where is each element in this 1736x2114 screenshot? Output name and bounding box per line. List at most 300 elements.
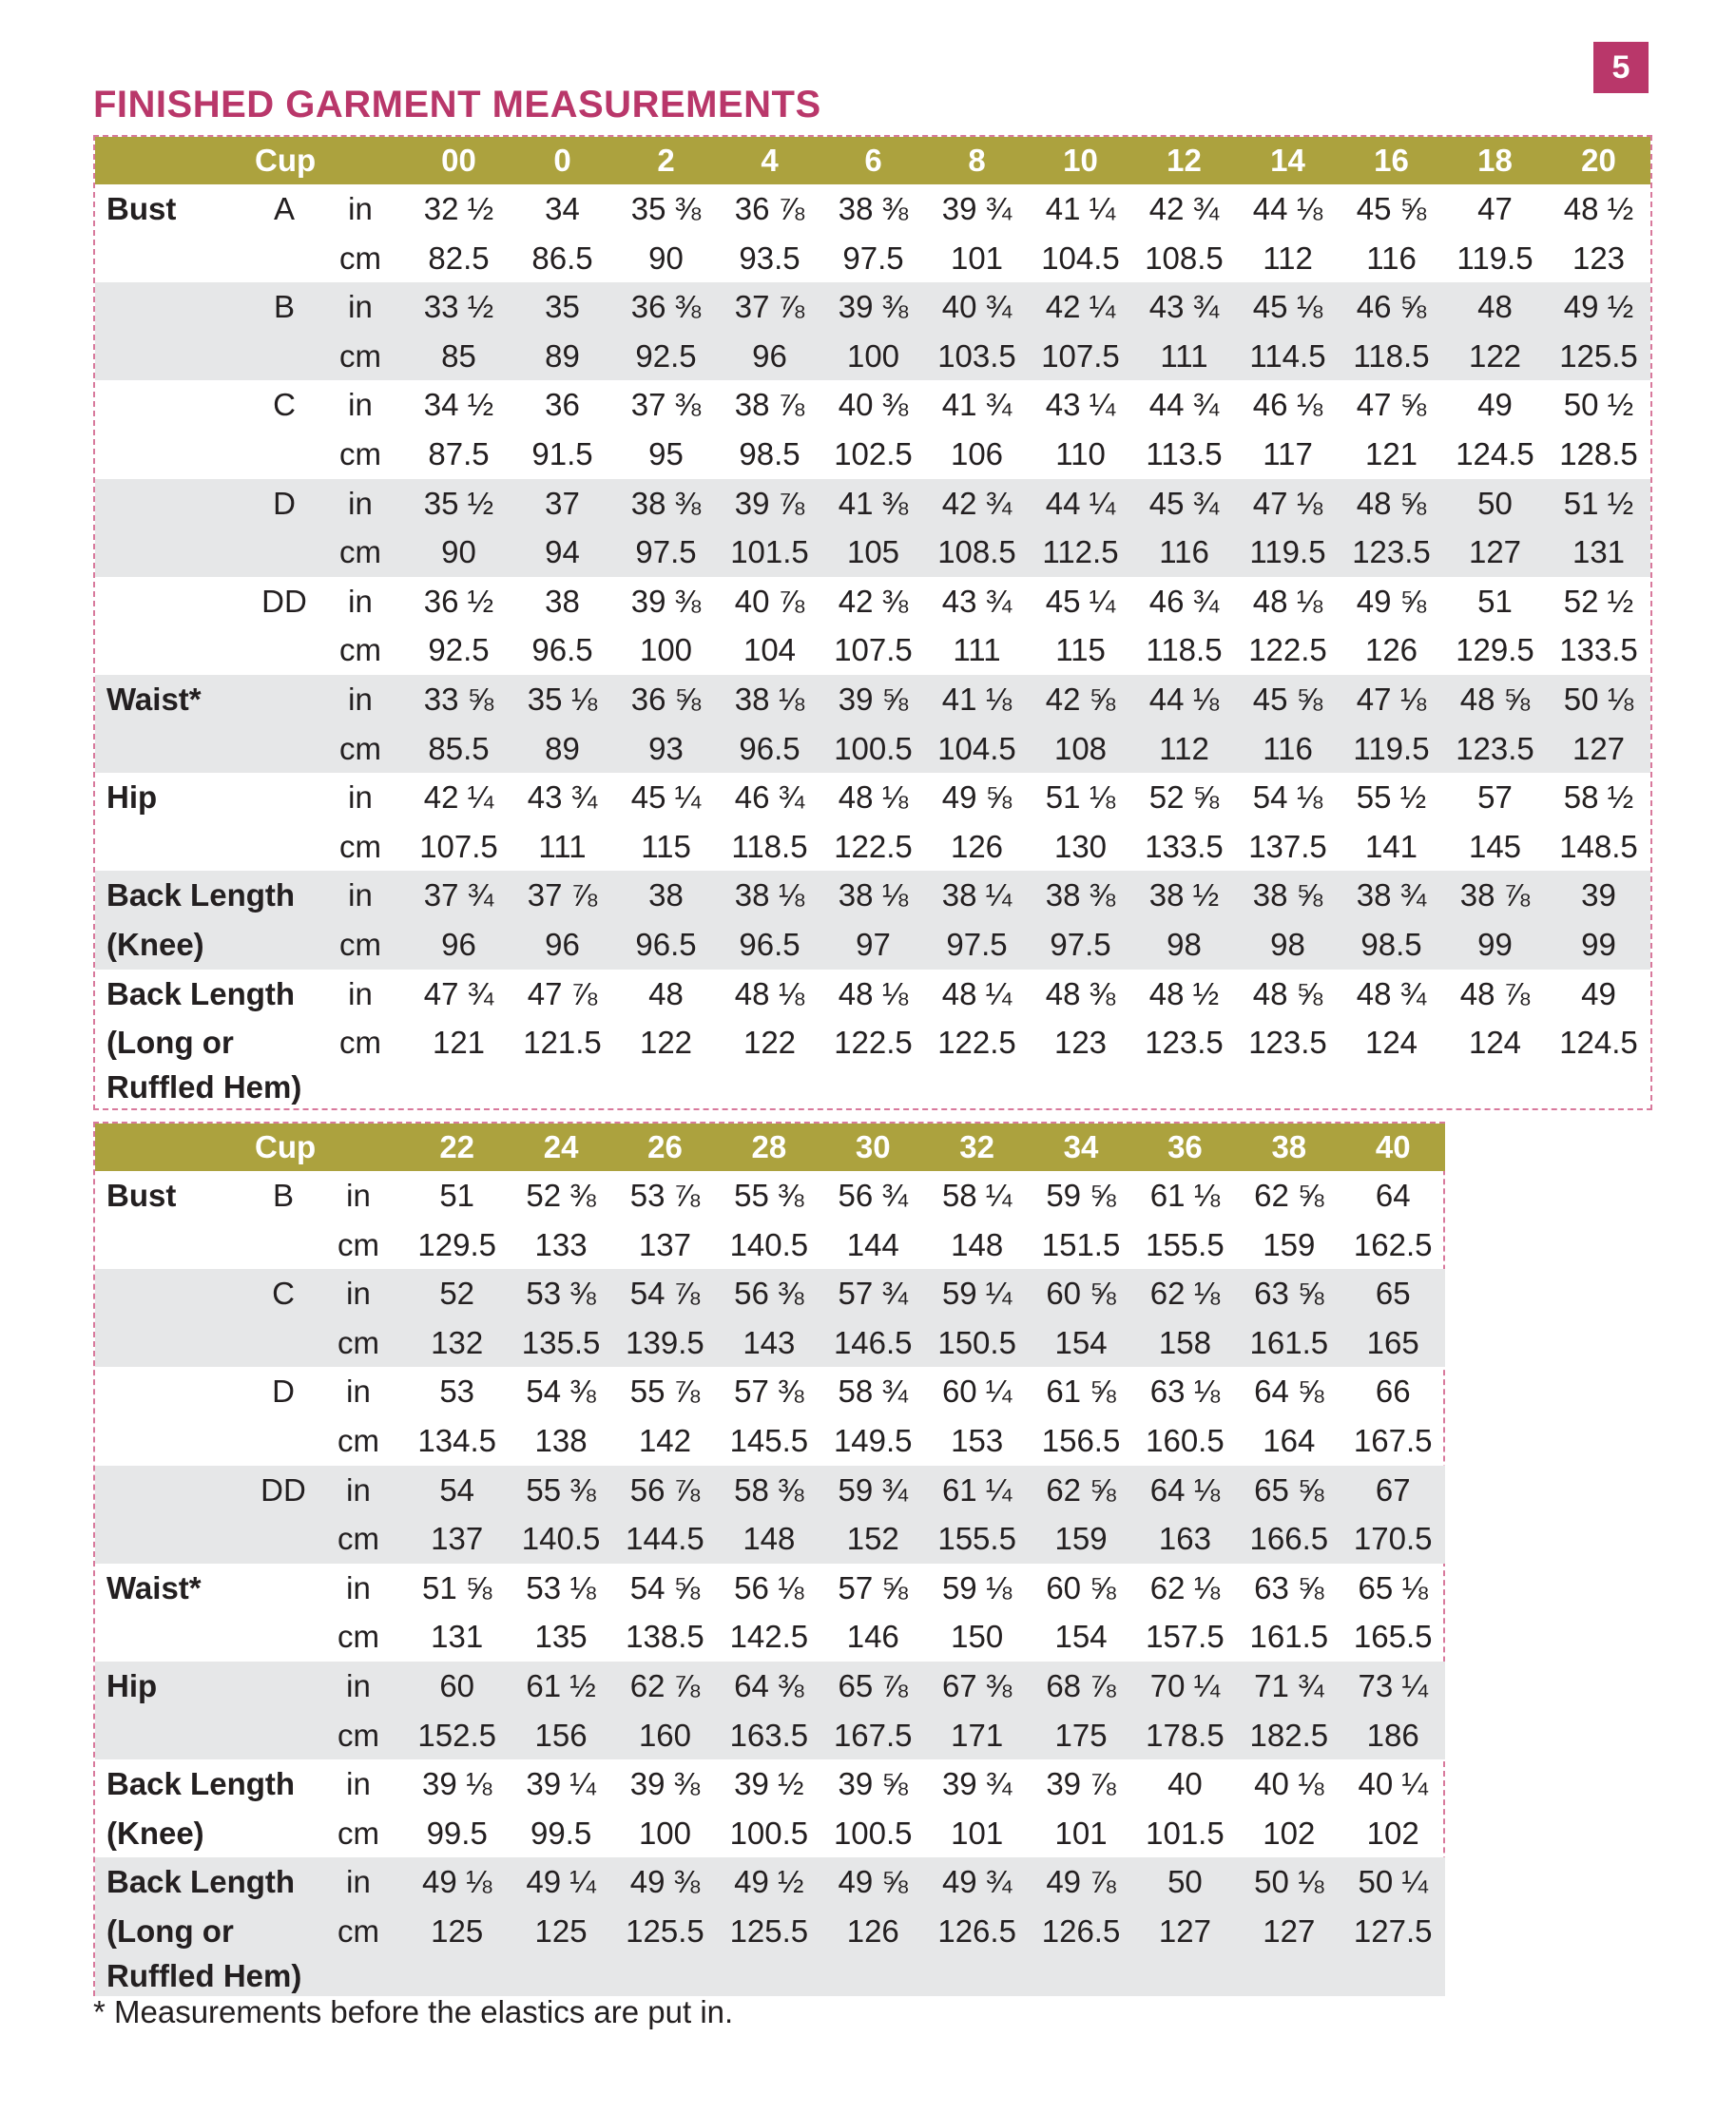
measurement-value: 48 ⅜ xyxy=(1045,975,1116,1011)
cup-size: C xyxy=(272,1276,295,1312)
measurement-value: 137 xyxy=(638,1226,691,1262)
measurement-value: 90 xyxy=(648,240,684,276)
size-header: 16 xyxy=(1374,143,1409,178)
unit-label: cm xyxy=(338,1521,379,1557)
measurement-value: 166.5 xyxy=(1249,1521,1329,1557)
table-row xyxy=(95,1416,1445,1466)
measurement-value: 49 ⅝ xyxy=(838,1864,908,1900)
measurement-value: 46 ⅛ xyxy=(1252,387,1323,423)
measurement-value: 165.5 xyxy=(1353,1619,1433,1655)
measurement-value: 39 ⅞ xyxy=(734,485,805,521)
measurement-value: 40 ¾ xyxy=(941,289,1013,325)
table-row xyxy=(95,724,1650,774)
measurement-value: 153 xyxy=(951,1422,1004,1458)
unit-label: in xyxy=(348,681,373,717)
measurement-value: 159 xyxy=(1054,1521,1108,1557)
measurement-value: 50 ½ xyxy=(1563,387,1634,423)
measurement-value: 56 ⅞ xyxy=(629,1471,701,1508)
measurement-label xyxy=(95,282,255,332)
measurement-value: 170.5 xyxy=(1353,1521,1433,1557)
measurement-value: 122 xyxy=(1468,337,1522,374)
measurement-value: 39 ¾ xyxy=(941,1766,1013,1802)
size-header: 26 xyxy=(647,1129,683,1164)
measurement-value: 61 ½ xyxy=(526,1667,596,1703)
measurement-value xyxy=(613,1956,717,1996)
measurement-value xyxy=(717,1956,820,1996)
measurement-value: 101.5 xyxy=(1146,1815,1225,1851)
measurement-value: 96.5 xyxy=(739,926,800,962)
measurement-value: 104.5 xyxy=(937,730,1016,766)
measurement-value: 49 ⅝ xyxy=(1356,583,1427,619)
measurement-value: 100 xyxy=(639,632,693,668)
measurement-value: 54 ⅞ xyxy=(629,1276,701,1312)
measurement-value: 119.5 xyxy=(1456,240,1533,276)
cup-size xyxy=(255,1018,314,1067)
measurement-value: 59 ¼ xyxy=(941,1276,1013,1312)
measurement-value: 127.5 xyxy=(1353,1912,1433,1949)
measurement-value: 152 xyxy=(846,1521,899,1557)
measurement-value: 102 xyxy=(1366,1815,1419,1851)
measurement-label xyxy=(95,1466,255,1515)
table-row xyxy=(95,430,1650,479)
measurement-value: 107.5 xyxy=(1041,337,1120,374)
measurement-value: 62 ⅞ xyxy=(629,1667,701,1703)
measurement-value: 35 ½ xyxy=(423,485,494,521)
measurement-value: 110 xyxy=(1055,435,1106,471)
measurement-value: 125.5 xyxy=(626,1912,704,1949)
measurement-value: 37 xyxy=(545,485,580,521)
table-row xyxy=(95,1171,1445,1220)
measurement-label xyxy=(95,1220,255,1270)
table-row xyxy=(95,380,1650,430)
measurement-label xyxy=(95,1514,255,1564)
measurement-value xyxy=(407,1067,511,1107)
measurement-label: Back Length xyxy=(106,1766,296,1802)
measurement-value: 118.5 xyxy=(1353,337,1430,374)
measurement-value: 32 ½ xyxy=(423,191,494,226)
measurement-value: 67 ⅜ xyxy=(941,1667,1013,1703)
measurement-value: 89 xyxy=(545,730,580,766)
measurement-value: 37 ⅜ xyxy=(630,387,702,423)
measurement-value: 124.5 xyxy=(1559,1025,1638,1061)
measurement-value xyxy=(1132,1067,1236,1107)
measurement-value: 58 ½ xyxy=(1563,779,1634,816)
table-row xyxy=(95,184,1650,234)
measurement-value: 127 xyxy=(1468,534,1522,570)
measurement-value: 48 xyxy=(648,975,684,1011)
measurement-value: 57 ⅜ xyxy=(734,1374,804,1410)
table-row xyxy=(95,1907,1445,1956)
measurement-value: 64 xyxy=(1375,1178,1411,1213)
measurement-value: 129.5 xyxy=(417,1226,496,1262)
cup-header: Cup xyxy=(255,143,317,178)
measurement-value: 55 ⅜ xyxy=(526,1471,596,1508)
size-header: 38 xyxy=(1271,1129,1307,1164)
size-header: 0 xyxy=(553,143,571,178)
measurement-value: 39 ⅜ xyxy=(630,583,702,619)
measurement-value: 99 xyxy=(1581,926,1616,962)
table-header-row xyxy=(95,1124,1445,1171)
measurement-value: 95 xyxy=(648,435,684,471)
unit-label: cm xyxy=(339,926,381,962)
measurement-value: 40 ¼ xyxy=(1358,1766,1428,1802)
measurement-value: 60 ¼ xyxy=(941,1374,1013,1410)
measurement-value: 48 ⅝ xyxy=(1252,975,1323,1011)
measurement-value: 141 xyxy=(1364,828,1418,864)
measurement-value: 160.5 xyxy=(1146,1422,1225,1458)
measurement-value: 48 ⅛ xyxy=(838,975,909,1011)
measurement-value: 96 xyxy=(752,337,787,374)
measurement-value: 36 xyxy=(545,387,580,423)
measurement-value: 38 ⅝ xyxy=(1252,877,1323,913)
measurement-value: 39 ⅜ xyxy=(838,289,909,325)
measurement-value: 61 ¼ xyxy=(941,1471,1013,1508)
measurement-value: 90 xyxy=(441,534,476,570)
measurement-value: 125 xyxy=(534,1912,588,1949)
table-header-row xyxy=(95,137,1650,184)
size-header: 4 xyxy=(761,143,779,178)
measurement-value: 47 ¾ xyxy=(423,975,494,1011)
cup-size xyxy=(255,920,314,970)
measurement-value: 96 xyxy=(441,926,476,962)
measurement-value: 105 xyxy=(846,534,900,570)
cup-size xyxy=(255,1514,312,1564)
measurement-value: 50 ⅛ xyxy=(1563,681,1634,717)
measurement-value: 64 ⅛ xyxy=(1149,1471,1221,1508)
unit-label: cm xyxy=(339,435,381,471)
measurement-value: 58 ¼ xyxy=(941,1178,1013,1213)
measurement-value: 167.5 xyxy=(1353,1422,1433,1458)
measurement-value: 145 xyxy=(1468,828,1522,864)
measurement-value: 119.5 xyxy=(1353,730,1430,766)
measurement-value: 35 xyxy=(545,289,580,325)
measurement-value: 65 ⅛ xyxy=(1358,1569,1428,1605)
measurement-value: 92.5 xyxy=(635,337,697,374)
measurement-value: 46 ¾ xyxy=(1148,583,1220,619)
measurements-table-sizes-22-40 xyxy=(93,1122,1445,1996)
measurement-value xyxy=(1029,1067,1132,1107)
measurement-value: 39 ¾ xyxy=(941,191,1013,226)
measurement-value: 38 ⅜ xyxy=(838,191,909,226)
measurement-value: 47 ⅞ xyxy=(527,975,598,1011)
measurement-label xyxy=(95,1612,255,1662)
measurement-value: 126.5 xyxy=(1041,1912,1121,1949)
measurement-value: 47 ⅝ xyxy=(1356,387,1427,423)
measurement-value: 48 ¾ xyxy=(1356,975,1427,1011)
measurement-value: 127 xyxy=(1158,1912,1211,1949)
unit-label: cm xyxy=(339,632,381,668)
measurement-value: 41 ¾ xyxy=(941,387,1013,423)
measurement-value xyxy=(1029,1956,1132,1996)
measurement-value: 149.5 xyxy=(833,1422,913,1458)
unit-label: cm xyxy=(338,1717,379,1753)
unit-label: in xyxy=(346,1471,371,1508)
table-row xyxy=(95,282,1650,332)
measurement-value: 97.5 xyxy=(842,240,904,276)
cup-size: DD xyxy=(261,583,307,619)
measurement-value: 111 xyxy=(953,632,1001,668)
measurement-value: 46 ¾ xyxy=(734,779,805,816)
measurement-value: 55 ⅞ xyxy=(629,1374,701,1410)
measurement-value: 98 xyxy=(1167,926,1202,962)
measurement-value: 123 xyxy=(1572,240,1626,276)
measurement-label xyxy=(95,724,255,774)
measurement-value: 131 xyxy=(1572,534,1626,570)
measurement-value: 167.5 xyxy=(833,1717,913,1753)
unit-label: in xyxy=(348,289,373,325)
measurement-value: 47 ⅛ xyxy=(1252,485,1323,521)
measurement-value: 52 ⅜ xyxy=(526,1178,596,1213)
measurement-value: 54 xyxy=(439,1471,475,1508)
measurement-label xyxy=(95,1318,255,1368)
unit-label: in xyxy=(348,191,373,226)
measurement-value: 48 ½ xyxy=(1148,975,1220,1011)
measurement-value xyxy=(925,1067,1029,1107)
measurement-value: 60 ⅝ xyxy=(1046,1569,1116,1605)
measurement-value: 48 ⅝ xyxy=(1459,681,1531,717)
measurement-value: 43 ¾ xyxy=(527,779,598,816)
measurement-value: 122 xyxy=(639,1025,693,1061)
table-row xyxy=(95,1857,1445,1907)
measurement-value: 155.5 xyxy=(1146,1226,1225,1262)
cup-size xyxy=(255,528,314,577)
measurement-label xyxy=(95,1711,255,1760)
measurement-value: 35 ⅜ xyxy=(630,191,702,226)
measurement-value: 38 ⅛ xyxy=(734,681,805,717)
measurement-value: 165 xyxy=(1366,1324,1419,1360)
measurement-label: (Knee) xyxy=(106,926,204,962)
measurement-value: 44 ⅛ xyxy=(1148,681,1220,717)
measurement-value: 41 ⅛ xyxy=(941,681,1013,717)
cup-size xyxy=(255,1612,312,1662)
unit-label: cm xyxy=(338,1422,379,1458)
measurement-value: 49 ½ xyxy=(734,1864,804,1900)
measurement-value: 51 xyxy=(439,1178,475,1213)
measurement-value: 48 ⅞ xyxy=(1459,975,1531,1011)
measurement-value: 45 ⅝ xyxy=(1252,681,1323,717)
measurement-value: 73 ¼ xyxy=(1358,1667,1428,1703)
measurement-value: 100 xyxy=(846,337,900,374)
measurement-value: 112 xyxy=(1159,730,1209,766)
measurement-value: 111 xyxy=(1160,337,1208,374)
size-header: 12 xyxy=(1167,143,1202,178)
table-row xyxy=(95,1067,1650,1107)
measurement-value: 70 ¼ xyxy=(1149,1667,1221,1703)
measurement-value: 37 ⅞ xyxy=(734,289,805,325)
measurement-value: 104.5 xyxy=(1041,240,1120,276)
measurement-value: 122.5 xyxy=(1248,632,1327,668)
measurement-value: 35 ⅛ xyxy=(527,681,598,717)
measurement-value: 101.5 xyxy=(730,534,809,570)
measurement-value: 85.5 xyxy=(428,730,490,766)
measurement-value: 112.5 xyxy=(1042,534,1119,570)
unit-label xyxy=(312,1956,405,1996)
unit-label: cm xyxy=(338,1226,379,1262)
table-row xyxy=(95,234,1650,283)
cup-size xyxy=(255,430,314,479)
measurement-value: 67 xyxy=(1375,1471,1411,1508)
measurement-value: 106 xyxy=(950,435,1004,471)
measurement-value: 112 xyxy=(1263,240,1313,276)
measurement-value: 100.5 xyxy=(833,1815,913,1851)
measurement-value: 157.5 xyxy=(1146,1619,1225,1655)
measurement-value: 62 ⅝ xyxy=(1254,1178,1324,1213)
measurement-value: 48 ⅛ xyxy=(1252,583,1323,619)
cup-size xyxy=(255,1907,312,1956)
measurement-value xyxy=(821,1956,925,1996)
measurement-value: 103.5 xyxy=(937,337,1016,374)
measurement-value: 93.5 xyxy=(739,240,800,276)
measurement-value: 121 xyxy=(1364,435,1418,471)
measurement-value xyxy=(1547,1067,1650,1107)
cup-size xyxy=(255,1318,312,1368)
measurement-value xyxy=(1236,1067,1340,1107)
measurement-value: 123.5 xyxy=(1248,1025,1327,1061)
unit-label: in xyxy=(348,485,373,521)
measurement-value: 126 xyxy=(846,1912,899,1949)
measurement-value: 125.5 xyxy=(1559,337,1638,374)
measurement-label: Waist* xyxy=(106,1569,202,1605)
measurement-value: 128.5 xyxy=(1559,435,1638,471)
measurement-value: 53 ⅞ xyxy=(629,1178,701,1213)
measurement-value: 93 xyxy=(648,730,684,766)
measurement-label: Back Length xyxy=(106,1864,296,1900)
measurement-label xyxy=(95,380,255,430)
measurement-value: 98.5 xyxy=(1360,926,1422,962)
table-row xyxy=(95,528,1650,577)
cup-size: D xyxy=(273,485,296,521)
measurement-value: 50 xyxy=(1167,1864,1203,1900)
measurement-label: (Long or xyxy=(106,1025,234,1061)
table-row xyxy=(95,1514,1445,1564)
measurement-value: 48 ¼ xyxy=(941,975,1013,1011)
measurement-value: 143 xyxy=(743,1324,796,1360)
measurement-value: 89 xyxy=(545,337,580,374)
measurement-value: 175 xyxy=(1054,1717,1108,1753)
measurement-value: 131 xyxy=(431,1619,484,1655)
cup-size: D xyxy=(272,1374,295,1410)
measurement-value: 37 ⅞ xyxy=(527,877,598,913)
measurement-value xyxy=(1133,1956,1237,1996)
measurement-value: 159 xyxy=(1263,1226,1316,1262)
measurement-value: 156 xyxy=(534,1717,588,1753)
unit-label: cm xyxy=(339,240,381,276)
measurement-value: 59 ⅛ xyxy=(941,1569,1013,1605)
measurement-value: 100.5 xyxy=(729,1815,809,1851)
measurement-value: 49 xyxy=(1477,387,1513,423)
measurement-value: 42 ¼ xyxy=(1045,289,1116,325)
unit-label: cm xyxy=(338,1815,379,1851)
measurement-value: 98 xyxy=(1270,926,1305,962)
measurement-value: 99 xyxy=(1477,926,1513,962)
page-title: FINISHED GARMENT MEASUREMENTS xyxy=(93,84,821,125)
measurement-value: 124 xyxy=(1364,1025,1418,1061)
unit-label: cm xyxy=(339,730,381,766)
cup-size xyxy=(255,724,314,774)
unit-label: in xyxy=(348,975,373,1011)
measurement-value: 39 ⅝ xyxy=(838,681,909,717)
unit-label: cm xyxy=(338,1619,379,1655)
measurement-value: 66 xyxy=(1375,1374,1411,1410)
measurement-value: 162.5 xyxy=(1353,1226,1433,1262)
table-row xyxy=(95,920,1650,970)
unit-label: in xyxy=(348,779,373,816)
measurement-value: 43 ¾ xyxy=(1148,289,1220,325)
measurement-value: 40 ⅜ xyxy=(838,387,909,423)
measurement-label xyxy=(95,1367,255,1416)
measurement-value: 96 xyxy=(545,926,580,962)
measurement-value: 122.5 xyxy=(834,1025,913,1061)
measurement-label: Hip xyxy=(106,1667,158,1703)
measurement-value: 54 ⅛ xyxy=(1252,779,1323,816)
measurement-value: 135.5 xyxy=(521,1324,601,1360)
measurement-value: 122 xyxy=(743,1025,797,1061)
size-header: 22 xyxy=(439,1129,475,1164)
measurement-value: 45 ¼ xyxy=(1045,583,1116,619)
measurement-value: 130 xyxy=(1053,828,1108,864)
table-row xyxy=(95,479,1650,528)
measurement-value: 144.5 xyxy=(626,1521,704,1557)
unit-label: in xyxy=(346,1864,371,1900)
measurement-value: 36 ⅝ xyxy=(630,681,702,717)
measurement-value: 52 ⅝ xyxy=(1148,779,1220,816)
measurement-value: 148.5 xyxy=(1559,828,1638,864)
measurement-value: 49 ¾ xyxy=(941,1864,1013,1900)
unit-label: cm xyxy=(339,828,381,864)
measurement-value: 140.5 xyxy=(729,1226,809,1262)
measurement-value: 36 ½ xyxy=(423,583,494,619)
measurement-value: 38 xyxy=(648,877,684,913)
unit-label: cm xyxy=(339,534,381,570)
measurement-value: 101 xyxy=(1054,1815,1108,1851)
measurement-label: Hip xyxy=(106,779,158,816)
measurement-value: 64 ⅝ xyxy=(1254,1374,1324,1410)
measurement-value: 42 ⅜ xyxy=(838,583,909,619)
measurement-value: 49 ⅞ xyxy=(1046,1864,1116,1900)
size-header: 34 xyxy=(1063,1129,1099,1164)
measurement-value: 124.5 xyxy=(1456,435,1534,471)
size-header: 8 xyxy=(968,143,986,178)
measurement-value: 39 ⅜ xyxy=(629,1766,701,1802)
measurement-value: 101 xyxy=(951,1815,1004,1851)
size-header: 6 xyxy=(864,143,882,178)
measurement-value: 163.5 xyxy=(729,1717,809,1753)
measurement-label: Back Length xyxy=(106,975,296,1011)
unit-label: cm xyxy=(339,337,381,374)
measurement-value: 39 ¼ xyxy=(526,1766,596,1802)
measurement-value xyxy=(925,1956,1029,1996)
measurement-value: 133.5 xyxy=(1559,632,1638,668)
cup-size xyxy=(255,234,314,283)
measurement-value: 126 xyxy=(950,828,1004,864)
size-header: 14 xyxy=(1270,143,1305,178)
table-row xyxy=(95,625,1650,675)
measurement-value: 48 ½ xyxy=(1563,191,1634,226)
measurement-value: 39 ⅝ xyxy=(838,1766,908,1802)
measurement-label: (Knee) xyxy=(106,1815,204,1851)
measurement-label: Ruffled Hem) xyxy=(106,1068,302,1105)
measurement-value: 51 ½ xyxy=(1563,485,1634,521)
measurement-value: 96.5 xyxy=(635,926,697,962)
table-row xyxy=(95,1564,1445,1613)
measurement-value xyxy=(718,1067,821,1107)
measurement-value xyxy=(821,1067,925,1107)
measurement-value: 115 xyxy=(641,828,691,864)
measurement-value: 60 xyxy=(439,1667,475,1703)
measurement-value: 56 ¾ xyxy=(838,1178,908,1213)
measurement-value: 68 ⅞ xyxy=(1046,1667,1116,1703)
measurement-value: 50 ⅛ xyxy=(1254,1864,1324,1900)
